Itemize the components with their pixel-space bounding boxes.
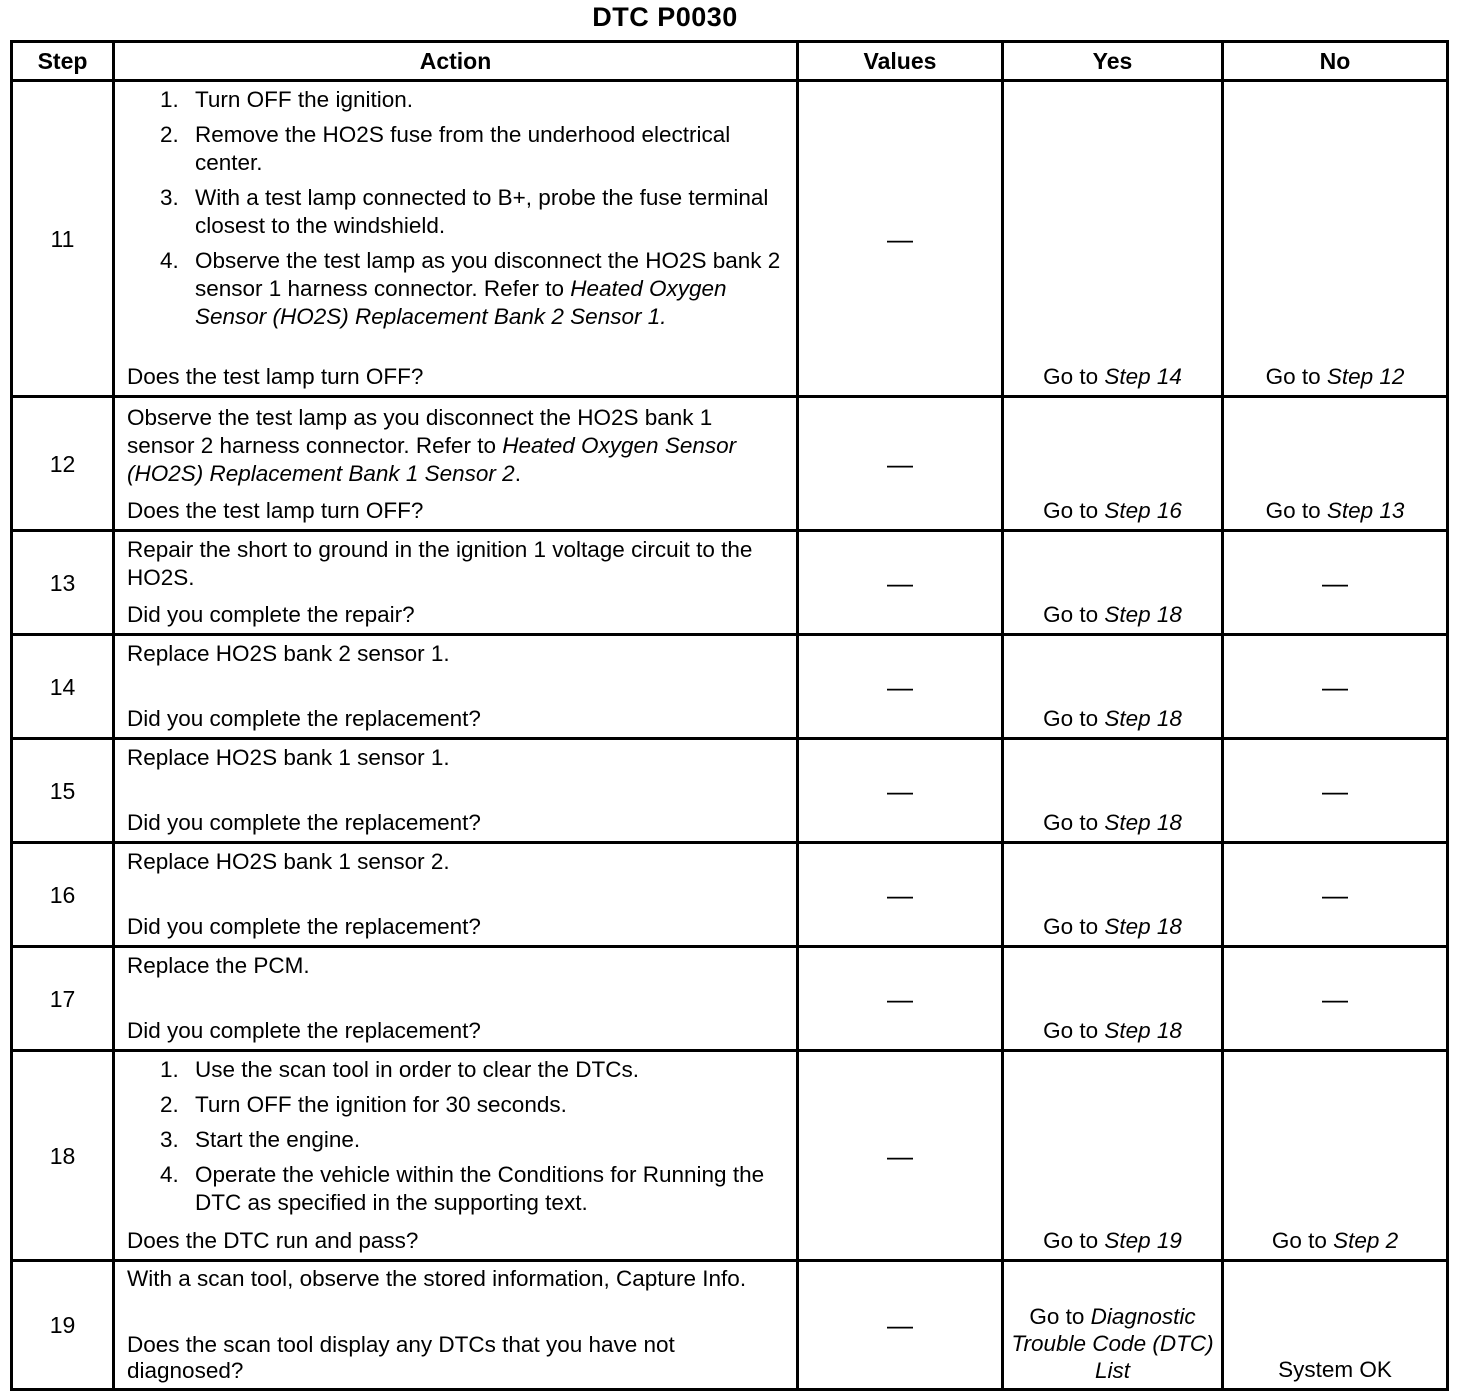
action-cell bbox=[114, 397, 798, 531]
step-link[interactable]: Step 19 bbox=[1104, 1228, 1182, 1253]
goto-text: Go to bbox=[1265, 498, 1321, 523]
values-cell: — bbox=[798, 843, 1003, 947]
goto-text: Go to bbox=[1043, 706, 1099, 731]
step-number: 12 bbox=[12, 397, 114, 531]
table-row bbox=[12, 635, 1448, 739]
item-text: Observe the test lamp as you disconnect the HO2S bank 2 sensor 1 harness connector. Refer to bbox=[195, 248, 781, 301]
action-cell bbox=[114, 81, 798, 397]
table-row bbox=[12, 947, 1448, 1051]
goto-text: Go to bbox=[1043, 498, 1099, 523]
action-question: Does the test lamp turn OFF? bbox=[127, 498, 424, 523]
no-cell: — bbox=[1223, 843, 1448, 947]
values-cell: — bbox=[798, 81, 1003, 397]
step-link[interactable]: Step 13 bbox=[1326, 498, 1405, 523]
step-link[interactable]: Step 14 bbox=[1104, 364, 1182, 389]
action-cell bbox=[114, 739, 798, 843]
step-link[interactable]: Diagnostic Trouble Code (DTC) List bbox=[1011, 1304, 1214, 1383]
action-question: Did you complete the replacement? bbox=[127, 1018, 481, 1043]
action-question: Did you complete the replacement? bbox=[127, 810, 481, 835]
action-text-main: Observe the test lamp as you disconnect the HO2S bank 1 sensor 2 harness connector. Refer to bbox=[127, 405, 713, 458]
step-number: 17 bbox=[12, 947, 114, 1051]
values-cell: — bbox=[798, 739, 1003, 843]
header-action: Action bbox=[114, 42, 798, 81]
step-link[interactable]: Step 16 bbox=[1104, 498, 1182, 523]
yes-cell bbox=[1003, 947, 1223, 1051]
action-cell bbox=[114, 1261, 798, 1390]
action-text bbox=[127, 404, 786, 488]
action-question: Did you complete the replacement? bbox=[127, 914, 481, 939]
step-link[interactable]: Step 18 bbox=[1104, 1018, 1182, 1043]
list-item bbox=[185, 247, 786, 331]
table-row bbox=[12, 81, 1448, 397]
yes-cell bbox=[1003, 635, 1223, 739]
no-cell: — bbox=[1223, 739, 1448, 843]
step-link[interactable]: Step 18 bbox=[1104, 602, 1182, 627]
step-link[interactable]: Step 18 bbox=[1104, 914, 1182, 939]
goto-text: Go to bbox=[1043, 602, 1099, 627]
step-number: 19 bbox=[12, 1261, 114, 1390]
action-question: Does the scan tool display any DTCs that you have not diagnosed? bbox=[127, 1332, 675, 1383]
goto-text: Go to bbox=[1043, 914, 1099, 939]
values-cell: — bbox=[798, 397, 1003, 531]
action-text: Repair the short to ground in the ignition 1 voltage circuit to the HO2S. bbox=[127, 537, 753, 590]
yes-cell bbox=[1003, 843, 1223, 947]
no-cell: — bbox=[1223, 947, 1448, 1051]
table-row bbox=[12, 843, 1448, 947]
header-step: Step bbox=[12, 42, 114, 81]
step-link[interactable]: Step 12 bbox=[1326, 364, 1405, 389]
step-number: 14 bbox=[12, 635, 114, 739]
no-cell bbox=[1223, 1051, 1448, 1261]
action-question: Does the DTC run and pass? bbox=[127, 1228, 419, 1253]
no-cell: — bbox=[1223, 635, 1448, 739]
header-yes: Yes bbox=[1003, 42, 1223, 81]
procedure-reference: Heated Oxygen Sensor (HO2S) Replacement Bank 1 Sensor 2 bbox=[127, 433, 737, 486]
goto-text: Go to bbox=[1265, 364, 1321, 389]
step-number: 11 bbox=[12, 81, 114, 397]
no-cell bbox=[1223, 397, 1448, 531]
procedure-reference: Heated Oxygen Sensor (HO2S) Replacement Bank 2 Sensor 1. bbox=[195, 276, 727, 329]
action-question: Did you complete the replacement? bbox=[127, 706, 481, 731]
yes-cell bbox=[1003, 397, 1223, 531]
action-list bbox=[127, 86, 786, 331]
step-link[interactable]: Step 18 bbox=[1104, 810, 1182, 835]
table-row bbox=[12, 397, 1448, 531]
no-cell bbox=[1223, 81, 1448, 397]
step-link[interactable]: Step 2 bbox=[1333, 1228, 1399, 1253]
yes-cell bbox=[1003, 739, 1223, 843]
list-item: 1. Turn OFF the ignition. bbox=[185, 86, 786, 114]
list-item: 2. Turn OFF the ignition for 30 seconds. bbox=[185, 1091, 786, 1119]
action-cell bbox=[114, 947, 798, 1051]
table-row bbox=[12, 1261, 1448, 1390]
goto-text: Go to bbox=[1043, 364, 1099, 389]
step-number: 15 bbox=[12, 739, 114, 843]
action-text: Replace HO2S bank 1 sensor 1. bbox=[127, 745, 450, 770]
action-text: Replace HO2S bank 1 sensor 2. bbox=[127, 849, 450, 874]
action-list bbox=[127, 1056, 786, 1217]
step-link[interactable]: Step 18 bbox=[1104, 706, 1182, 731]
action-text: Replace the PCM. bbox=[127, 953, 310, 978]
table-row bbox=[12, 1051, 1448, 1261]
header-row bbox=[12, 42, 1448, 81]
yes-cell bbox=[1003, 81, 1223, 397]
list-item: 2. Remove the HO2S fuse from the underhood electrical center. bbox=[185, 121, 786, 177]
yes-cell bbox=[1003, 1051, 1223, 1261]
goto-text: Go to bbox=[1043, 1018, 1099, 1043]
step-number: 13 bbox=[12, 531, 114, 635]
action-cell bbox=[114, 635, 798, 739]
list-item: 3. Start the engine. bbox=[185, 1126, 786, 1154]
yes-cell bbox=[1003, 1261, 1223, 1390]
values-cell: — bbox=[798, 1261, 1003, 1390]
values-cell: — bbox=[798, 1051, 1003, 1261]
action-question: Did you complete the repair? bbox=[127, 602, 415, 627]
goto-text: Go to bbox=[1043, 1228, 1099, 1253]
header-values: Values bbox=[798, 42, 1003, 81]
table-row bbox=[12, 739, 1448, 843]
list-item: 1. Use the scan tool in order to clear the DTCs. bbox=[185, 1056, 786, 1084]
step-number: 16 bbox=[12, 843, 114, 947]
header-no: No bbox=[1223, 42, 1448, 81]
page-title: DTC P0030 bbox=[592, 2, 738, 32]
action-text: Replace HO2S bank 2 sensor 1. bbox=[127, 641, 450, 666]
list-item: 4. Operate the vehicle within the Conditions for Running the DTC as specified in the supporting text. bbox=[185, 1161, 786, 1217]
action-text-end: . bbox=[514, 461, 521, 486]
values-cell: — bbox=[798, 947, 1003, 1051]
table-row bbox=[12, 531, 1448, 635]
yes-cell bbox=[1003, 531, 1223, 635]
action-question: Does the test lamp turn OFF? bbox=[127, 364, 424, 389]
goto-text: Go to bbox=[1043, 810, 1099, 835]
no-cell: — bbox=[1223, 531, 1448, 635]
step-number: 18 bbox=[12, 1051, 114, 1261]
goto-text: Go to bbox=[1271, 1228, 1327, 1253]
action-text: With a scan tool, observe the stored information, Capture Info. bbox=[127, 1266, 747, 1291]
values-cell: — bbox=[798, 531, 1003, 635]
values-cell: — bbox=[798, 635, 1003, 739]
diagnostic-table bbox=[10, 40, 1449, 1391]
no-cell: System OK bbox=[1223, 1261, 1448, 1390]
action-cell bbox=[114, 531, 798, 635]
action-cell bbox=[114, 1051, 798, 1261]
list-item: 3. With a test lamp connected to B+, probe the fuse terminal closest to the windshield. bbox=[185, 184, 786, 240]
goto-text: Go to bbox=[1029, 1304, 1085, 1329]
action-cell bbox=[114, 843, 798, 947]
